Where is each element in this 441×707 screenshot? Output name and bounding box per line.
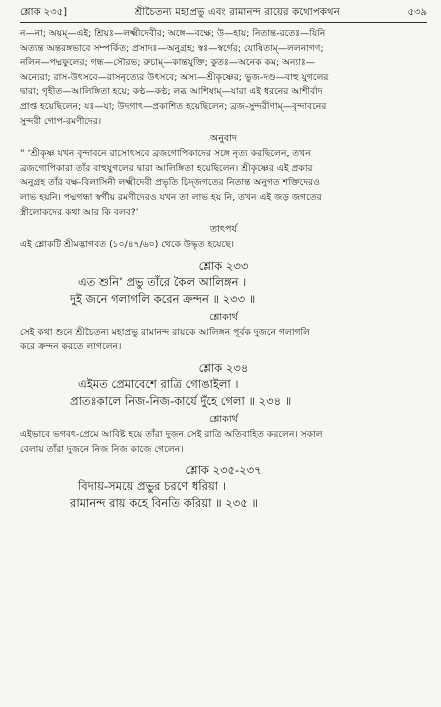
verse-line: বিদায়-সময়ে প্রভুর চরণে ধরিয়া ।	[78, 479, 226, 494]
verse-meaning-paragraph	[20, 326, 427, 355]
verse-text	[20, 274, 427, 308]
verse-number: শ্লোক ২৩৩	[198, 258, 249, 273]
header-title: শ্রীচৈতন্য মহাপ্রভু এবং রামানন্দ রায়ের কথোপকথন	[134, 7, 340, 18]
verse-line: এত শুনি’ প্রভু তাঁরে কৈল আলিঙ্গন ।	[78, 274, 247, 289]
verse-line: রামানন্দ রায় কহে বিনতি করিয়া ॥ ২৩৫ ॥	[70, 496, 258, 511]
translation-line: অনুগ্রহ তাঁর বক্ষ-বিলাসিনী লক্ষ্মীদেবী প্রভৃতি চিদ্‌জগতের নিতান্ত অনুগত শক্তিদেরও	[20, 177, 320, 189]
verse-meaning-heading: শ্লোকার্থ	[209, 413, 238, 425]
synonyms-line: অন্যেরা; রাস-উৎসবে—রাসনৃত্যের উৎসবে; অস্য—শ্রীকৃষ্ণের; ভুজ-দণ্ড—বাহু যুগলের	[20, 71, 329, 83]
verse-text	[20, 478, 427, 512]
verse-meaning-heading: শ্লোকার্থ	[209, 311, 238, 323]
verse-meaning-line: করে ক্রন্দন করতে লাগলেন।	[20, 341, 122, 353]
purport-line: এই শ্লোকটি শ্রীমদ্ভাগবত (১০/৪৭/৬০) থেকে উদ্ধৃত হয়েছে।	[20, 239, 235, 251]
page-number: ৫৩৯	[407, 7, 427, 18]
synonyms-paragraph	[20, 27, 427, 129]
header-rule	[20, 22, 427, 23]
verse-line: প্রাতঃকালে নিজ-নিজ-কার্যে দুঁহে গেলা ॥ ২৩৪ ॥	[70, 393, 292, 408]
verse-meaning-line: এইভাবে ভগবৎ-প্রেমে আবিষ্ট হয়ে তাঁরা দুজন সেই রাত্রি অতিবাহিত করলেন। সকাল	[20, 428, 323, 440]
verse-meaning-paragraph	[20, 428, 427, 457]
verse-line: দুই জনে গলাগলি করেন ক্রন্দন ॥ ২৩৩ ॥	[70, 291, 256, 306]
synonyms-line: ন—না; অয়ম্—এই; শ্রিয়ঃ—লক্ষ্মীদেবীর; অঙ্গে—বক্ষে; উ—হায়; নিতান্ত-রতেঃ—যিনি	[20, 28, 326, 39]
translation-line: ব্রজগোপিকারা তাঁর বাহুযুগলের দ্বারা আলিঙ্গিতা হয়েছিলেন। শ্রীকৃষ্ণের এই প্রকার	[20, 162, 313, 174]
page-header	[20, 6, 427, 20]
verse-number: শ্লোক ২৩৪	[198, 360, 249, 375]
verse-text	[20, 376, 427, 410]
synonyms-line: দ্বারা; গৃহীত—আলিঙ্গিতা হয়ে; কণ্ঠ—কণ্ঠ; লব্ধ আশিষাম্—যারা এই ধরনের আশীর্বাদ	[20, 86, 323, 98]
verse-meaning-line: সেই কথা শুনে শ্রীচৈতন্য মহাপ্রভু রামানন্দ রায়কে আলিঙ্গন পূর্বক দুজনে গলাগলি	[20, 326, 311, 338]
translation-line: “ ‘শ্রীকৃষ্ণ যখন বৃন্দাবনে রাসোৎসবে ব্রজগোপিকাদের সঙ্গে নৃত্য করছিলেন, তখন	[20, 148, 311, 160]
verse-number: শ্লোক ২৩৫-২৩৭	[185, 463, 262, 478]
translation-paragraph	[20, 147, 427, 220]
verse-meaning-line: বেলায় তাঁরা দুজনে নিজ নিজ কাজে গেলেন।	[20, 443, 184, 455]
synonyms-line: অত্যন্ত অন্তরঙ্গভাবে সম্পর্কিত; প্রসাদঃ—অনুগ্রহ; স্বঃ—স্বর্গের; যোষিতাম্—ললনাগণ;	[20, 42, 324, 54]
synonyms-line: নলিন—পদ্মফুলের; গন্ধ—সৌরভ; রুচাম্—কান্তযুক্তি; কুতঃ—অনেক কম; অন্যাঃ—	[20, 57, 315, 69]
purport-paragraph	[20, 238, 427, 253]
synonyms-line: প্রাপ্ত হয়েছিলেন; যঃ—যা; উদগাৎ—প্রকাশিত হয়েছিলেন; ব্রজ-সুন্দরীণাম্—বৃন্দাবনের	[20, 100, 327, 112]
translation-heading: অনুবাদ	[209, 133, 238, 145]
synonyms-line: সুন্দরী গোপ-রমণীদের।	[20, 115, 102, 127]
verse-line: এইমত প্রেমাবেশে রাত্রি গোঙাইলা ।	[78, 376, 239, 391]
header-verse-ref: শ্লোক ২৩৫]	[20, 7, 68, 18]
translation-line: স্ত্রীলোকদের কথা আর কি বলব?’	[20, 206, 139, 218]
purport-heading: তাৎপর্য	[209, 224, 238, 236]
translation-line: লাভ হয়নি। পদ্মগন্ধা স্বর্গীয় রমণীদেরও যখন তা লাভ হয় নি, তখন এই জড় জগতের	[20, 191, 322, 203]
